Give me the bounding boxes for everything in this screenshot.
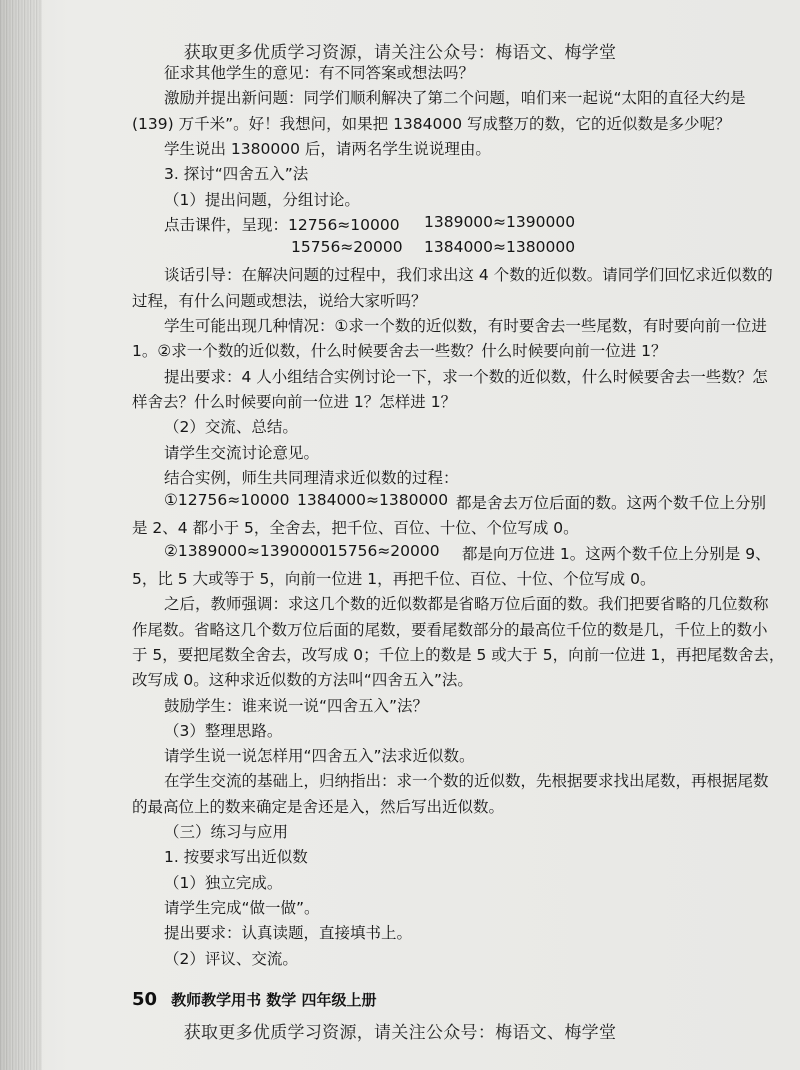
subsection-heading: （1）独立完成。 [164,874,283,892]
section-heading: （三）练习与应用 [164,823,289,841]
math-expression: 1384000≈1380000 [297,491,449,509]
page-footer [132,989,377,1010]
text-line: 5，比 5 大或等于 5，向前一位进 1，再把千位、百位、十位、个位写成 0。 [132,570,656,588]
text-line: 请学生说一说怎样用“四舍五入”法求近似数。 [164,747,475,765]
math-expression: 1384000≈1380000 [424,238,576,256]
math-expression: 15756≈20000 [328,542,440,560]
page-number: 50 [132,989,158,1010]
text-line: 激励并提出新问题：同学们顺利解决了第二个问题，咱们来一起说“太阳的直径大约是 [164,89,746,107]
watermark-top: 获取更多优质学习资源，请关注公众号：梅语文、梅学堂 [183,43,617,63]
text-line: 1。②求一个数的近似数，什么时候要舍去一些数？什么时候要向前一位进 1？ [132,342,667,360]
math-expression: ①12756≈10000 [164,491,290,509]
text-line: 作尾数。省略这几个数万位后面的尾数，要看尾数部分的最高位千位的数是几，千位上的数小 [132,621,768,639]
subsection-heading: （1）提出问题，分组讨论。 [164,191,360,209]
text-line: 鼓励学生：谁来说一说“四舍五入”法？ [164,697,429,715]
text-line: 结合实例，师生共同理清求近似数的过程： [164,469,459,487]
subsection-heading: （3）整理思路。 [164,722,283,740]
text-line: 改写成 0。这种求近似数的方法叫“四舍五入”法。 [132,671,473,689]
section-heading: 3. 探讨“四舍五入”法 [164,165,309,183]
text-line: 请学生交流讨论意见。 [164,444,320,462]
text-line: 学生可能出现几种情况：①求一个数的近似数，有时要舍去一些尾数，有时要向前一位进 [164,317,767,335]
math-expression: 15756≈20000 [291,238,403,256]
text-line: 样舍去？什么时候要向前一位进 1？怎样进 1？ [132,393,457,411]
subsection-heading: （2）评议、交流。 [164,950,298,968]
subsection-heading: （2）交流、总结。 [164,418,298,436]
math-expression: ②1389000≈1390000 [164,542,329,560]
text-line: 于 5，要把尾数全舍去，改写成 0；千位上的数是 5 或大于 5，向前一位进 1，再把尾数舍去， [132,646,785,664]
text-line: 都是舍去万位后面的数。这两个数千位上分别 [456,494,767,512]
text-line: 之后，教师强调：求这几个数的近似数都是省略万位后面的数。我们把要省略的几位数称 [164,595,769,613]
math-expression: 1389000≈1390000 [424,213,576,231]
watermark-bottom: 获取更多优质学习资源，请关注公众号：梅语文、梅学堂 [183,1023,617,1043]
text-line: 征求其他学生的意见：有不同答案或想法吗？ [164,64,475,82]
text-line: 都是向万位进 1。这两个数千位上分别是 9、 [462,545,771,563]
math-expression: 点击课件，呈现：12756≈10000 [164,216,400,234]
subsection-heading: 1. 按要求写出近似数 [164,848,308,866]
text-line: 谈话引导：在解决问题的过程中，我们求出这 4 个数的近似数。请同学们回忆求近似数的 [164,266,773,284]
text-line: 提出要求：4 人小组结合实例讨论一下，求一个数的近似数，什么时候要舍去一些数？怎 [164,368,768,386]
text-line: 学生说出 1380000 后，请两名学生说说理由。 [164,140,491,158]
text-line: 提出要求：认真读题，直接填书上。 [164,924,413,942]
text-line: 请学生完成“做一做”。 [164,899,320,917]
text-line: 的最高位上的数来确定是舍还是入，然后写出近似数。 [132,798,505,816]
text-line: 过程，有什么问题或想法，说给大家听吗？ [132,292,427,310]
book-title: 教师教学用书 数学 四年级上册 [171,991,377,1009]
text-line: 在学生交流的基础上，归纳指出：求一个数的近似数，先根据要求找出尾数，再根据尾数 [164,772,769,790]
text-line: 是 2、4 都小于 5，全舍去，把千位、百位、十位、个位写成 0。 [132,519,579,537]
text-line: (139) 万千米”。好！我想问，如果把 1384000 写成整万的数，它的近似数是多少呢？ [132,115,731,133]
